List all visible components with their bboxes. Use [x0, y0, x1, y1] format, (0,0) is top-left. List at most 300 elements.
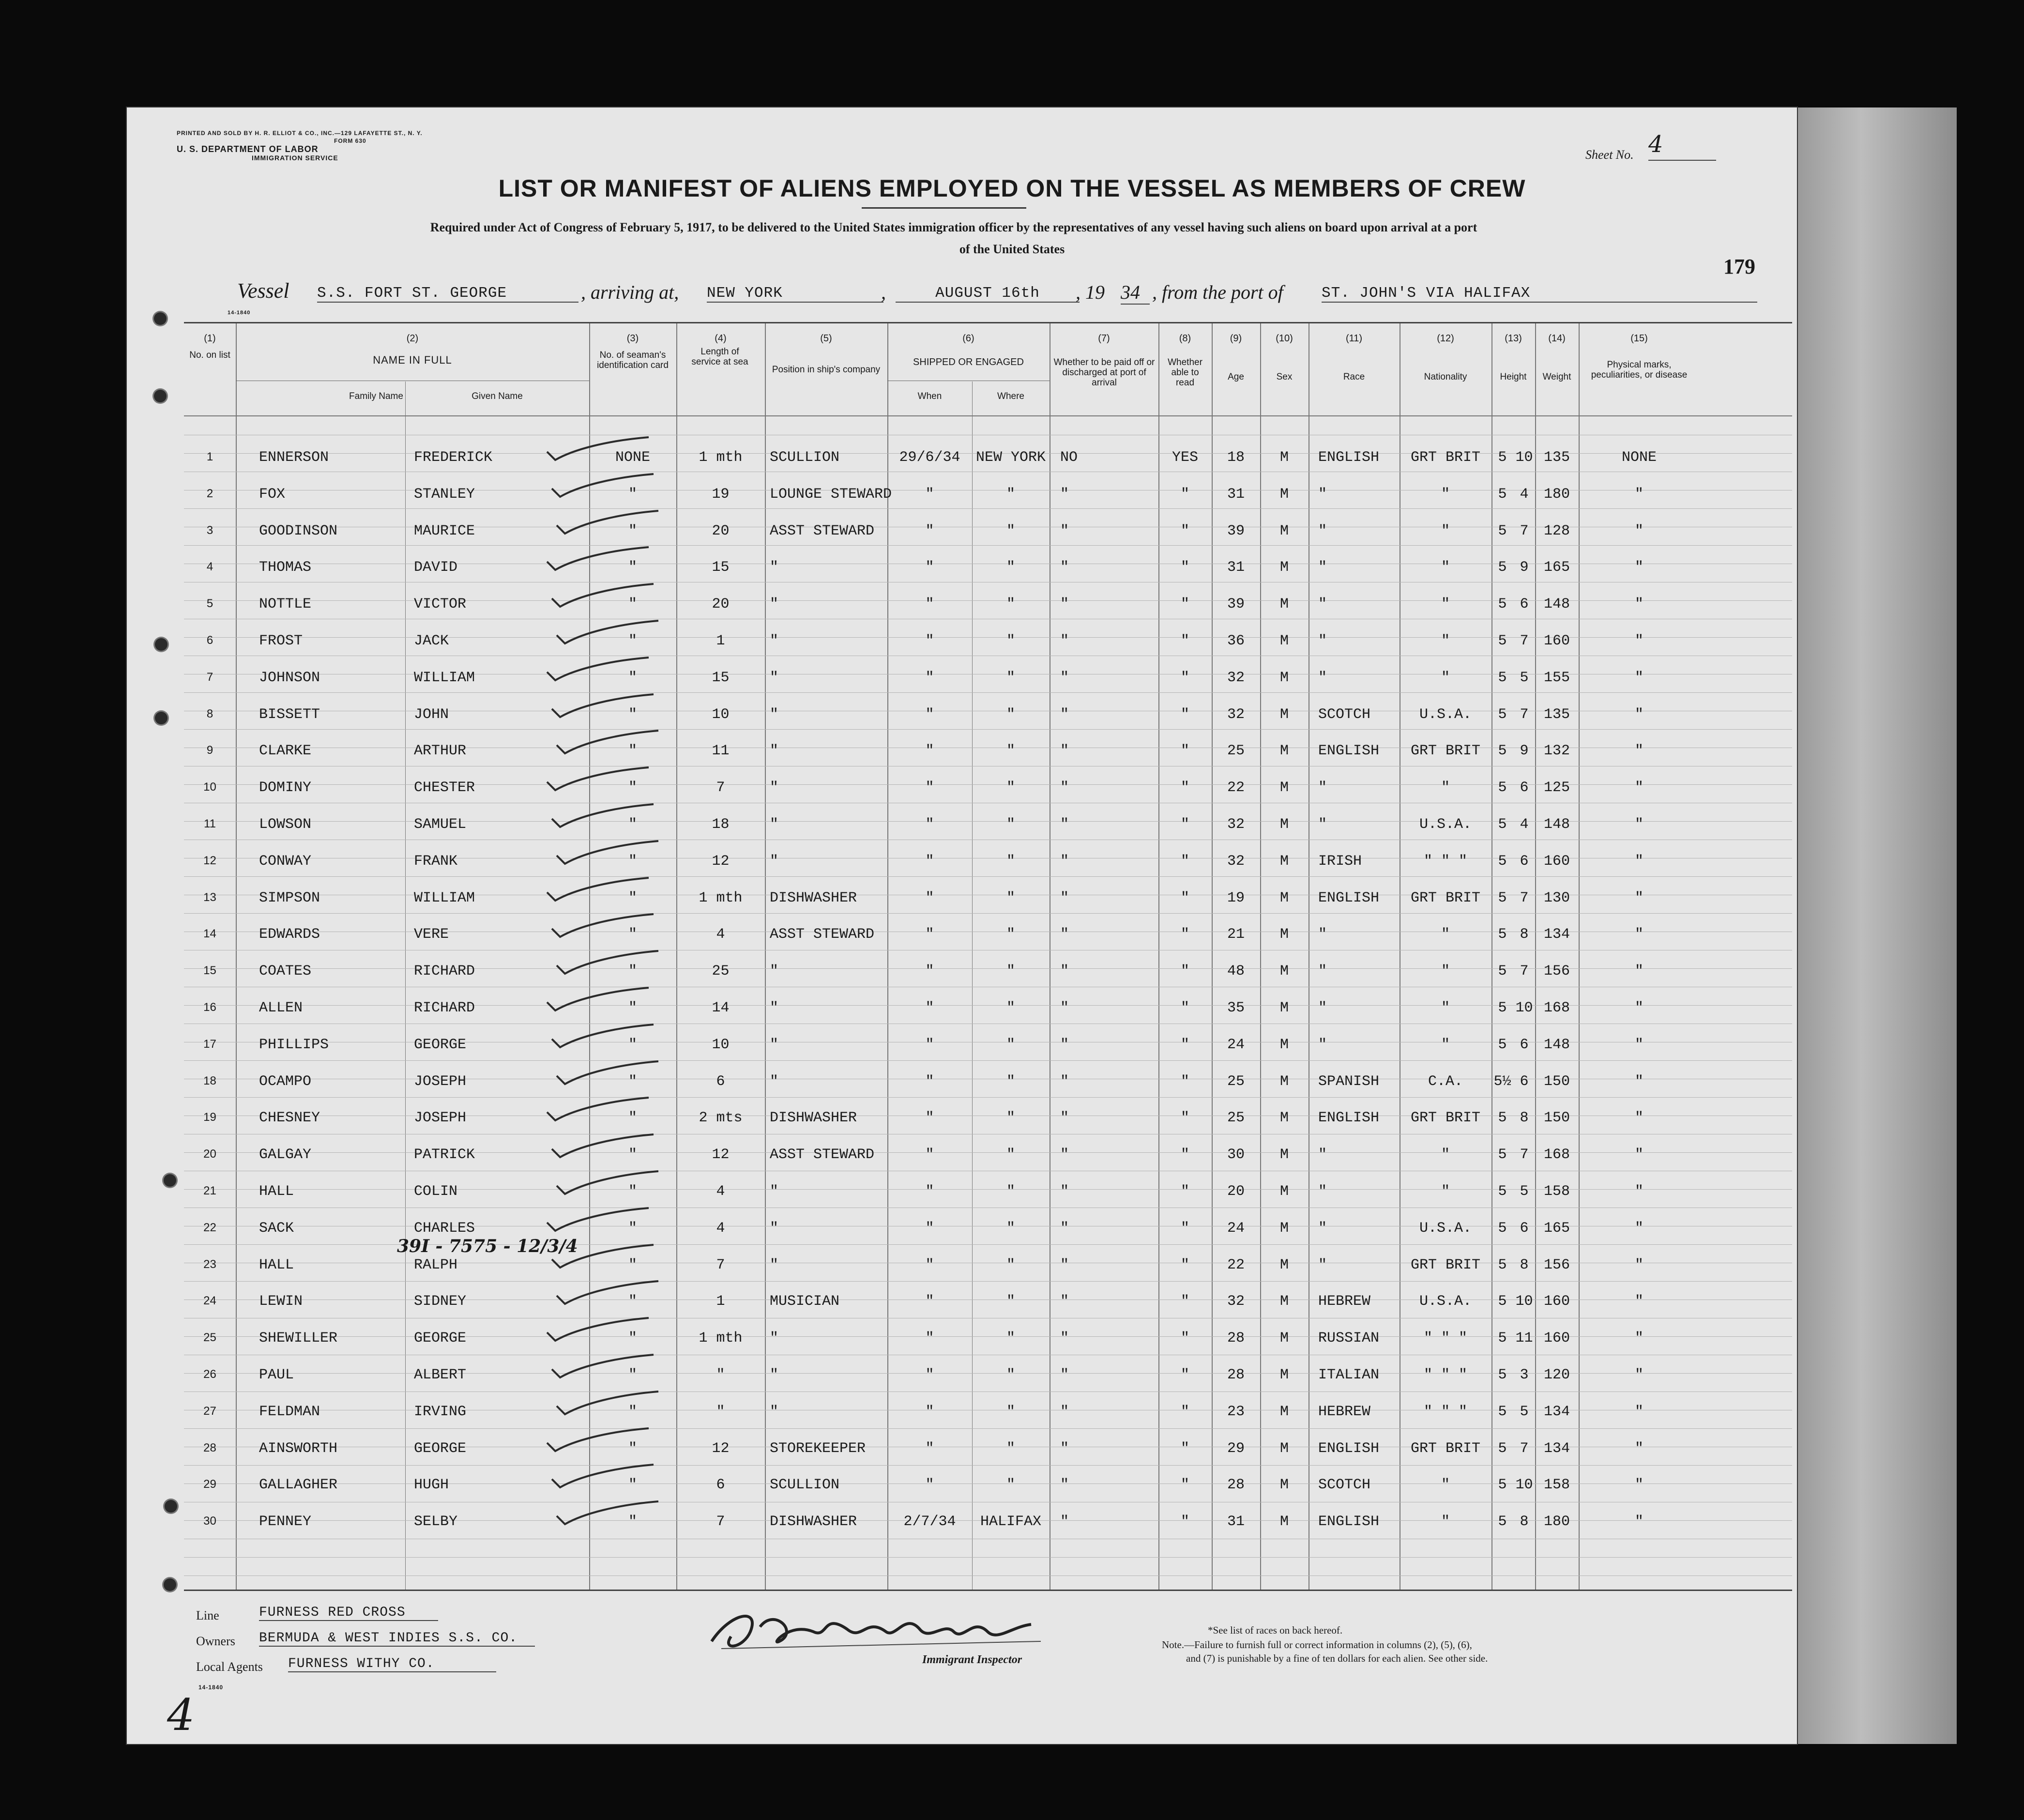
cell-family: BISSETT [259, 706, 320, 723]
cell-age: 31 [1227, 1514, 1245, 1530]
cell-hin: 7 [1520, 522, 1529, 539]
cell-paid: " [1060, 743, 1069, 760]
cell-position: ASST STEWARD [770, 1147, 875, 1163]
cell-position: ASST STEWARD [770, 522, 875, 539]
cell-race: RUSSIAN [1318, 1330, 1380, 1347]
cell-hin: 10 [1515, 1293, 1533, 1310]
cell-where: " [1006, 669, 1015, 686]
cell-position: " [770, 633, 779, 649]
cell-when: " [925, 1367, 934, 1383]
cell-when: " [925, 486, 934, 503]
cell-hin: 6 [1520, 853, 1529, 870]
header-length-of-service: Length of service at sea [691, 347, 748, 367]
cell-nat: GRT BRIT [1410, 1440, 1481, 1457]
cell-weight: 158 [1543, 1477, 1570, 1494]
cell-race: " [1318, 926, 1327, 943]
cell-paid: " [1060, 486, 1069, 503]
cell-length: " [716, 1367, 725, 1383]
cell-sex: M [1279, 1110, 1289, 1127]
cell-paid: " [1060, 853, 1069, 870]
cell-read: " [1180, 853, 1189, 870]
cell-age: 36 [1227, 633, 1245, 649]
cell-given: DAVID [414, 559, 458, 576]
checkmark-icon [545, 875, 651, 904]
cell-nat: " [1441, 559, 1450, 576]
cell-read: " [1180, 669, 1189, 686]
cell-hin: 8 [1520, 1110, 1529, 1127]
cell-position: " [770, 1183, 779, 1200]
cell-no: 25 [203, 1331, 216, 1345]
cell-weight: 134 [1543, 926, 1570, 943]
cell-marks: NONE [1621, 449, 1657, 466]
cell-hft: 5 [1498, 963, 1507, 980]
form-code-small: 14-1840 [228, 310, 251, 316]
cell-paid: " [1060, 1220, 1069, 1237]
cell-no: 8 [206, 707, 213, 720]
cell-length: 1 [716, 633, 725, 649]
page-edge-shadow [1797, 107, 1957, 1744]
cell-weight: 165 [1543, 1220, 1570, 1237]
cell-paid: " [1060, 1367, 1069, 1383]
cell-race: ENGLISH [1318, 1110, 1380, 1127]
cell-sex: M [1279, 1477, 1289, 1494]
cell-marks: " [1634, 706, 1644, 723]
checkmark-icon [554, 839, 661, 868]
cell-sex: M [1279, 1183, 1289, 1200]
cell-nat: " [1441, 1147, 1450, 1163]
cell-family: SHEWILLER [259, 1330, 338, 1347]
cell-card: NONE [615, 449, 650, 466]
title-rule [862, 207, 1026, 209]
cell-given: JOSEPH [414, 1073, 467, 1090]
checkmark-icon [545, 765, 651, 794]
cell-position: LOUNGE STEWARD [770, 486, 892, 503]
cell-weight: 148 [1543, 816, 1570, 833]
cell-nat: U.S.A. [1419, 1293, 1472, 1310]
cell-race: " [1318, 816, 1327, 833]
cell-race: " [1318, 1183, 1327, 1200]
cell-marks: " [1634, 1293, 1644, 1310]
cell-sex: M [1279, 1293, 1289, 1310]
cell-nat: GRT BRIT [1410, 1256, 1481, 1273]
cell-read: " [1180, 1000, 1189, 1016]
cell-paid: " [1060, 889, 1069, 906]
cell-when: " [925, 889, 934, 906]
cell-position: DISHWASHER [770, 1110, 857, 1127]
cell-race: ITALIAN [1318, 1367, 1380, 1383]
cell-nat: " [1441, 633, 1450, 649]
punch-hole [154, 390, 167, 402]
cell-where: " [1006, 522, 1015, 539]
cell-when: " [925, 669, 934, 686]
ruled-line [184, 1281, 1792, 1282]
cell-marks: " [1634, 1367, 1644, 1383]
cell-paid: NO [1060, 449, 1078, 466]
cell-marks: " [1634, 1514, 1644, 1530]
cell-sex: M [1279, 963, 1289, 980]
ruled-line [184, 729, 1792, 730]
cell-family: GALLAGHER [259, 1477, 338, 1494]
cell-given: GEORGE [414, 1330, 467, 1347]
departure-port: ST. JOHN'S VIA HALIFAX [1322, 285, 1757, 303]
header-age: Age [1228, 372, 1244, 382]
owners: BERMUDA & WEST INDIES S.S. CO. [259, 1631, 535, 1647]
cell-family: LEWIN [259, 1293, 303, 1310]
cell-marks: " [1634, 1403, 1644, 1420]
cell-sex: M [1279, 926, 1289, 943]
cell-given: STANLEY [414, 486, 475, 503]
cell-age: 25 [1227, 1073, 1245, 1090]
cell-when: " [925, 780, 934, 796]
cell-hft: 5 [1498, 633, 1507, 649]
ruled-line [184, 692, 1792, 693]
cell-read: " [1180, 1477, 1189, 1494]
cell-family: ENNERSON [259, 449, 329, 466]
cell-age: 24 [1227, 1036, 1245, 1053]
cell-race: " [1318, 596, 1327, 613]
checkmark-icon [545, 545, 651, 574]
cell-hin: 9 [1520, 743, 1529, 760]
cell-where: HALIFAX [980, 1514, 1042, 1530]
cell-hft: 5 [1498, 596, 1507, 613]
cell-paid: " [1060, 559, 1069, 576]
cell-age: 48 [1227, 963, 1245, 980]
header-where: Where [997, 391, 1024, 401]
cell-sex: M [1279, 816, 1289, 833]
cell-family: COATES [259, 963, 312, 980]
cell-hft: 5 [1498, 926, 1507, 943]
cell-family: THOMAS [259, 559, 312, 576]
cell-when: " [925, 816, 934, 833]
cell-when: 2/7/34 [903, 1514, 956, 1530]
cell-marks: " [1634, 486, 1644, 503]
cell-no: 22 [203, 1221, 216, 1234]
cell-where: " [1006, 1256, 1015, 1273]
cell-card: " [628, 1036, 637, 1053]
cell-paid: " [1060, 1147, 1069, 1163]
cell-no: 23 [203, 1257, 216, 1271]
header-position: Position in ship's company [772, 365, 881, 375]
cell-where: " [1006, 1000, 1015, 1016]
header-given-name: Given Name [472, 391, 523, 401]
cell-weight: 165 [1543, 559, 1570, 576]
cell-card: " [628, 1183, 637, 1200]
cell-when: " [925, 926, 934, 943]
cell-read: " [1180, 1110, 1189, 1127]
cell-position: " [770, 816, 779, 833]
cell-read: " [1180, 1440, 1189, 1457]
cell-when: " [925, 1293, 934, 1310]
cell-family: DOMINY [259, 780, 312, 796]
cell-family: AINSWORTH [259, 1440, 338, 1457]
cell-given: WILLIAM [414, 889, 475, 906]
ruled-line [184, 876, 1792, 877]
local-agents: FURNESS WITHY CO. [288, 1656, 496, 1672]
cell-race: ENGLISH [1318, 1514, 1380, 1530]
cell-where: " [1006, 1147, 1015, 1163]
ruled-line [184, 1428, 1792, 1429]
punch-hole [155, 712, 167, 724]
cell-when: " [925, 963, 934, 980]
cell-nat: " " " [1423, 853, 1467, 870]
cell-nat: GRT BRIT [1410, 449, 1481, 466]
cell-given: RICHARD [414, 1000, 475, 1016]
cell-nat: GRT BRIT [1410, 889, 1481, 906]
header-height: Height [1500, 372, 1527, 382]
cell-length: 4 [716, 1220, 725, 1237]
cell-when: " [925, 1440, 934, 1457]
checkmark-icon [549, 1352, 656, 1381]
cell-paid: " [1060, 633, 1069, 649]
cell-length: 1 mth [699, 449, 743, 466]
cell-length: 14 [712, 1000, 730, 1016]
cell-position: SCULLION [770, 1477, 840, 1494]
cell-sex: M [1279, 1440, 1289, 1457]
column-number: (9) [1230, 333, 1242, 344]
cell-family: ALLEN [259, 1000, 303, 1016]
cell-age: 32 [1227, 853, 1245, 870]
cell-length: 15 [712, 669, 730, 686]
cell-no: 12 [203, 854, 216, 867]
cell-weight: 135 [1543, 449, 1570, 466]
cell-age: 25 [1227, 743, 1245, 760]
cell-weight: 156 [1543, 1256, 1570, 1273]
cell-position: " [770, 1367, 779, 1383]
cell-no: 21 [203, 1184, 216, 1197]
cell-given: COLIN [414, 1183, 458, 1200]
cell-race: SCOTCH [1318, 706, 1371, 723]
cell-hft: 5 [1498, 1440, 1507, 1457]
cell-race: ENGLISH [1318, 449, 1380, 466]
cell-hft: 5 [1498, 559, 1507, 576]
cell-where: " [1006, 963, 1015, 980]
cell-weight: 148 [1543, 1036, 1570, 1053]
cell-position: " [770, 963, 779, 980]
checkmark-icon [554, 618, 661, 647]
cell-family: EDWARDS [259, 926, 320, 943]
cell-family: GALGAY [259, 1147, 312, 1163]
checkmark-icon [545, 1315, 651, 1345]
cell-given: VERE [414, 926, 449, 943]
cell-weight: 120 [1543, 1367, 1570, 1383]
column-number: (4) [715, 333, 727, 344]
cell-hft: 5½ [1493, 1073, 1511, 1090]
column-number: (1) [204, 333, 216, 344]
cell-given: CHESTER [414, 780, 475, 796]
cell-card: " [628, 853, 637, 870]
cell-weight: 125 [1543, 780, 1570, 796]
ruled-line [184, 508, 1792, 509]
cell-where: " [1006, 816, 1015, 833]
header-physical-marks: Physical marks, peculiarities, or disease [1591, 360, 1688, 380]
cell-given: ARTHUR [414, 743, 467, 760]
cell-marks: " [1634, 1256, 1644, 1273]
cell-read: " [1180, 1256, 1189, 1273]
inspector-signature [702, 1603, 1050, 1656]
cell-given: IRVING [414, 1403, 467, 1420]
cell-hft: 5 [1498, 669, 1507, 686]
column-rule [765, 323, 766, 1590]
cell-race: HEBREW [1318, 1293, 1371, 1310]
cell-length: 1 mth [699, 1330, 743, 1347]
cell-sex: M [1279, 780, 1289, 796]
cell-nat: U.S.A. [1419, 816, 1472, 833]
cell-where: NEW YORK [975, 449, 1046, 466]
cell-sex: M [1279, 1036, 1289, 1053]
header-shipped-or-engaged: SHIPPED OR ENGAGED [913, 357, 1024, 367]
owners-label: Owners [196, 1634, 235, 1648]
cell-marks: " [1634, 1036, 1644, 1053]
cell-position: " [770, 780, 779, 796]
cell-when: " [925, 743, 934, 760]
cell-read: " [1180, 1147, 1189, 1163]
cell-sex: M [1279, 1000, 1289, 1016]
cell-race: " [1318, 1220, 1327, 1237]
cell-age: 35 [1227, 1000, 1245, 1016]
sheet-number: 4 [1648, 131, 1716, 161]
cell-paid: " [1060, 522, 1069, 539]
cell-no: 27 [203, 1404, 216, 1418]
cell-age: 21 [1227, 926, 1245, 943]
cell-age: 28 [1227, 1477, 1245, 1494]
column-rule [1260, 323, 1261, 1590]
cell-paid: " [1060, 1183, 1069, 1200]
cell-no: 17 [203, 1037, 216, 1051]
document-title: LIST OR MANIFEST OF ALIENS EMPLOYED ON THE VESSEL AS MEMBERS OF CREW [498, 175, 1526, 202]
column-rule [405, 382, 406, 1590]
cell-family: HALL [259, 1183, 294, 1200]
cell-hin: 7 [1520, 706, 1529, 723]
cell-when: " [925, 706, 934, 723]
ruled-line [184, 545, 1792, 546]
cell-given: GEORGE [414, 1036, 467, 1053]
checkmark-icon [545, 655, 651, 684]
column-rule [676, 323, 677, 1590]
cell-given: MAURICE [414, 522, 475, 539]
cell-race: " [1318, 486, 1327, 503]
cell-paid: " [1060, 1036, 1069, 1053]
checkmark-icon [549, 472, 656, 501]
cell-given: WILLIAM [414, 669, 475, 686]
cell-length: 7 [716, 1256, 725, 1273]
cell-sex: M [1279, 1367, 1289, 1383]
cell-race: ENGLISH [1318, 889, 1380, 906]
column-rule [1158, 323, 1159, 1590]
cell-given: RICHARD [414, 963, 475, 980]
cell-hft: 5 [1498, 1147, 1507, 1163]
cell-hft: 5 [1498, 706, 1507, 723]
inspector-label: Immigrant Inspector [922, 1653, 1022, 1666]
cell-read: " [1180, 522, 1189, 539]
arrival-year: 34 [1121, 281, 1150, 305]
cell-family: HALL [259, 1256, 294, 1273]
cell-position: " [770, 1000, 779, 1016]
cell-when: " [925, 1256, 934, 1273]
column-rule [1491, 323, 1492, 1590]
cell-paid: " [1060, 669, 1069, 686]
cell-length: 15 [712, 559, 730, 576]
cell-paid: " [1060, 706, 1069, 723]
cell-where: " [1006, 1073, 1015, 1090]
cell-race: ENGLISH [1318, 1440, 1380, 1457]
cell-age: 23 [1227, 1403, 1245, 1420]
checkmark-icon [545, 1095, 651, 1124]
cell-card: " [628, 1110, 637, 1127]
cell-given: FRANK [414, 853, 458, 870]
ruled-line [184, 1060, 1792, 1061]
checkmark-icon [549, 1022, 656, 1051]
cell-age: 31 [1227, 486, 1245, 503]
cell-family: CLARKE [259, 743, 312, 760]
header-weight: Weight [1542, 372, 1571, 382]
column-number: (10) [1276, 333, 1293, 344]
checkmark-icon [545, 435, 651, 464]
cell-hin: 5 [1520, 1183, 1529, 1200]
cell-paid: " [1060, 1293, 1069, 1310]
cell-sex: M [1279, 1330, 1289, 1347]
cell-sex: M [1279, 743, 1289, 760]
cell-sex: M [1279, 522, 1289, 539]
cell-read: " [1180, 926, 1189, 943]
checkmark-icon [549, 802, 656, 831]
service-name: IMMIGRATION SERVICE [252, 154, 338, 162]
cell-marks: " [1634, 633, 1644, 649]
handwritten-annotation: 39I - 7575 - 12/3/4 [397, 1236, 578, 1256]
cell-no: 16 [203, 1001, 216, 1014]
checkmark-icon [554, 1059, 661, 1088]
cell-marks: " [1634, 522, 1644, 539]
column-number: (6) [962, 333, 974, 344]
cell-position: " [770, 1220, 779, 1237]
cell-weight: 132 [1543, 743, 1570, 760]
cell-position: " [770, 1330, 779, 1347]
cell-marks: " [1634, 1220, 1644, 1237]
sheet-label: Sheet No. [1585, 148, 1634, 162]
cell-marks: " [1634, 743, 1644, 760]
cell-position: MUSICIAN [770, 1293, 840, 1310]
cell-no: 4 [206, 560, 213, 574]
cell-family: PHILLIPS [259, 1036, 329, 1053]
header-able-to-read: Whether able to read [1168, 357, 1202, 388]
cell-no: 9 [206, 744, 213, 757]
cell-no: 13 [203, 890, 216, 904]
header-nationality: Nationality [1424, 372, 1467, 382]
cell-nat: GRT BRIT [1410, 1110, 1481, 1127]
cell-age: 25 [1227, 1110, 1245, 1127]
cell-given: PATRICK [414, 1147, 475, 1163]
cell-nat: " [1441, 1036, 1450, 1053]
cell-hin: 11 [1515, 1330, 1533, 1347]
cell-length: " [716, 1403, 725, 1420]
cell-hin: 10 [1515, 1000, 1533, 1016]
cell-age: 22 [1227, 780, 1245, 796]
cell-sex: M [1279, 1220, 1289, 1237]
cell-age: 29 [1227, 1440, 1245, 1457]
cell-hin: 3 [1520, 1367, 1529, 1383]
cell-race: " [1318, 522, 1327, 539]
cell-length: 1 mth [699, 889, 743, 906]
cell-no: 1 [206, 450, 213, 463]
cell-no: 2 [206, 487, 213, 500]
cell-where: " [1006, 1440, 1015, 1457]
punch-hole [154, 312, 167, 325]
cell-hin: 6 [1520, 1036, 1529, 1053]
cell-family: SIMPSON [259, 889, 320, 906]
cell-card: " [628, 1403, 637, 1420]
cell-marks: " [1634, 889, 1644, 906]
cell-hin: 4 [1520, 816, 1529, 833]
cell-length: 7 [716, 1514, 725, 1530]
